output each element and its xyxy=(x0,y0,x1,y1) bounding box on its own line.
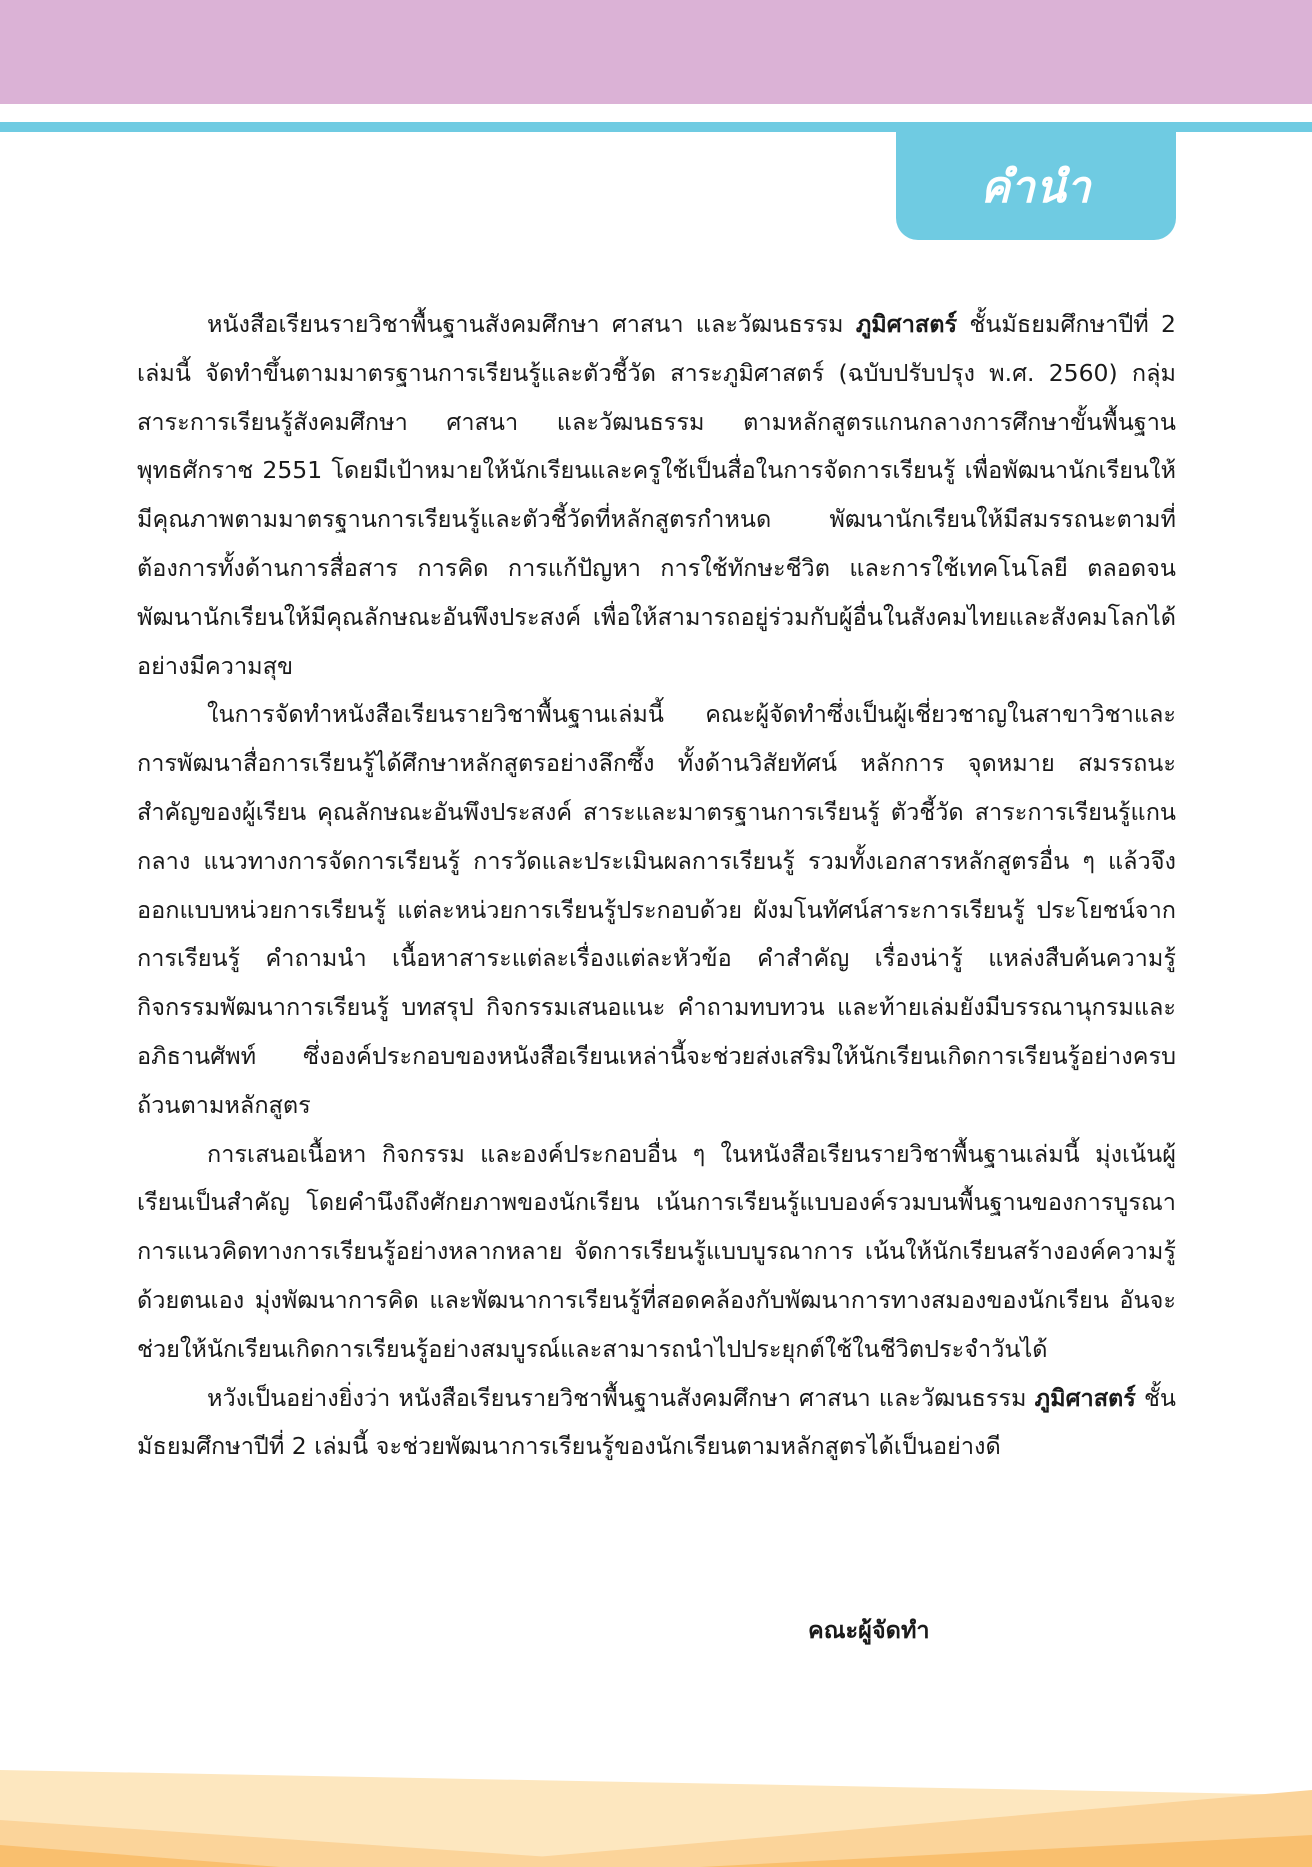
paragraph-4-part-c: ชั้นมัธยมศึกษาปีที่ 2 เล่มนี้ จะช่วยพัฒนาการเรียนรู้ของนักเรียนตามหลักสูตรได้เป็นอย่างดี xyxy=(137,1383,1176,1461)
header-band xyxy=(0,0,1312,104)
paragraph-1-bold-subject: ภูมิศาสตร์ xyxy=(855,310,958,338)
paragraph-4-bold-subject: ภูมิศาสตร์ xyxy=(1034,1383,1136,1412)
paragraph-2: ในการจัดทำหนังสือเรียนรายวิชาพื้นฐานเล่มนี้ คณะผู้จัดทำซึ่งเป็นผู้เชี่ยวชาญในสาขาวิชาและการพัฒนาสื่อการเรียนรู้ได้ศึกษาหลักสูตรอย่างลึกซึ้ง ทั้งด้านวิสัยทัศน์ หลักการ จุดหมาย สมรรถนะสำคัญของผู้เรียน คุณลักษณะอันพึงประสงค์ สาระและมาตรฐานการเรียนรู้ ตัวชี้วัด สาระการเรียนรู้แกนกลาง แนวทางการจัดการเรียนรู้ การวัดและประเมินผลการเรียนรู้ รวมทั้งเอกสารหลักสูตรอื่น ๆ แล้วจึงออกแบบหน่วยการเรียนรู้ แต่ละหน่วยการเรียนรู้ประกอบด้วย ผังมโนทัศน์สาระการเรียนรู้ ประโยชน์จากการเรียนรู้ คำถามนำ เนื้อหาสาระแต่ละเรื่องแต่ละหัวข้อ คำสำคัญ เรื่องน่ารู้ แหล่งสืบค้นความรู้ กิจกรรมพัฒนาการเรียนรู้ บทสรุป กิจกรรมเสนอแนะ คำถามทบทวน และท้ายเล่มยังมีบรรณานุกรมและอภิธานศัพท์ ซึ่งองค์ประกอบของหนังสือเรียนเหล่านี้จะช่วยส่งเสริมให้นักเรียนเกิดการเรียนรู้อย่างครบถ้วนตามหลักสูตร xyxy=(137,700,1176,1119)
paragraph-4 xyxy=(137,1374,1176,1472)
paragraph-1-part-c: ชั้นมัธยมศึกษาปีที่ 2 เล่มนี้ จัดทำขึ้นตามมาตรฐานการเรียนรู้และตัวชี้วัด สาระภูมิศาสตร์ (ฉบับปรับปรุง พ.ศ. 2560) กลุ่มสาระการเรียนรู้สังคมศึกษา ศาสนา และวัฒนธรรม ตามหลักสูตรแกนกลางการศึกษาขั้นพื้นฐาน พุทธศักราช 2551 โดยมีเป้าหมายให้นักเรียนและครูใช้เป็นสื่อในการจัดการเรียนรู้ เพื่อพัฒนานักเรียนให้มีคุณภาพตามมาตรฐานการเรียนรู้และตัวชี้วัดที่หลักสูตรกำหนด พัฒนานักเรียนให้มีสมรรถนะตามที่ต้องการทั้งด้านการสื่อสาร การคิด การแก้ปัญหา การใช้ทักษะชีวิต และการใช้เทคโนโลยี ตลอดจนพัฒนานักเรียนให้มีคุณลักษณะอันพึงประสงค์ เพื่อให้สามารถอยู่ร่วมกับผู้อื่นในสังคมไทยและสังคมโลกได้อย่างมีความสุข xyxy=(137,310,1176,680)
page-title: คำนำ xyxy=(980,162,1092,213)
title-tab xyxy=(896,122,1176,240)
signature: คณะผู้จัดทำ xyxy=(808,1616,930,1644)
footer-decoration xyxy=(0,1750,1312,1867)
document-body xyxy=(137,300,1176,1471)
paragraph-4-part-a: หวังเป็นอย่างยิ่งว่า หนังสือเรียนรายวิชาพื้นฐานสังคมศึกษา ศาสนา และวัฒนธรรม xyxy=(207,1383,1035,1412)
paragraph-1 xyxy=(137,300,1176,690)
paragraph-1-part-a: หนังสือเรียนรายวิชาพื้นฐานสังคมศึกษา ศาสนา และวัฒนธรรม xyxy=(207,310,856,338)
paragraph-3: การเสนอเนื้อหา กิจกรรม และองค์ประกอบอื่น ๆ ในหนังสือเรียนรายวิชาพื้นฐานเล่มนี้ มุ่งเน้นผู้เรียนเป็นสำคัญ โดยคำนึงถึงศักยภาพของนักเรียน เน้นการเรียนรู้แบบองค์รวมบนพื้นฐานของการบูรณาการแนวคิดทางการเรียนรู้อย่างหลากหลาย จัดการเรียนรู้แบบบูรณาการ เน้นให้นักเรียนสร้างองค์ความรู้ด้วยตนเอง มุ่งพัฒนาการคิด และพัฒนาการเรียนรู้ที่สอดคล้องกับพัฒนาการทางสมองของนักเรียน อันจะช่วยให้นักเรียนเกิดการเรียนรู้อย่างสมบูรณ์และสามารถนำไปประยุกต์ใช้ในชีวิตประจำวันได้ xyxy=(137,1139,1176,1363)
